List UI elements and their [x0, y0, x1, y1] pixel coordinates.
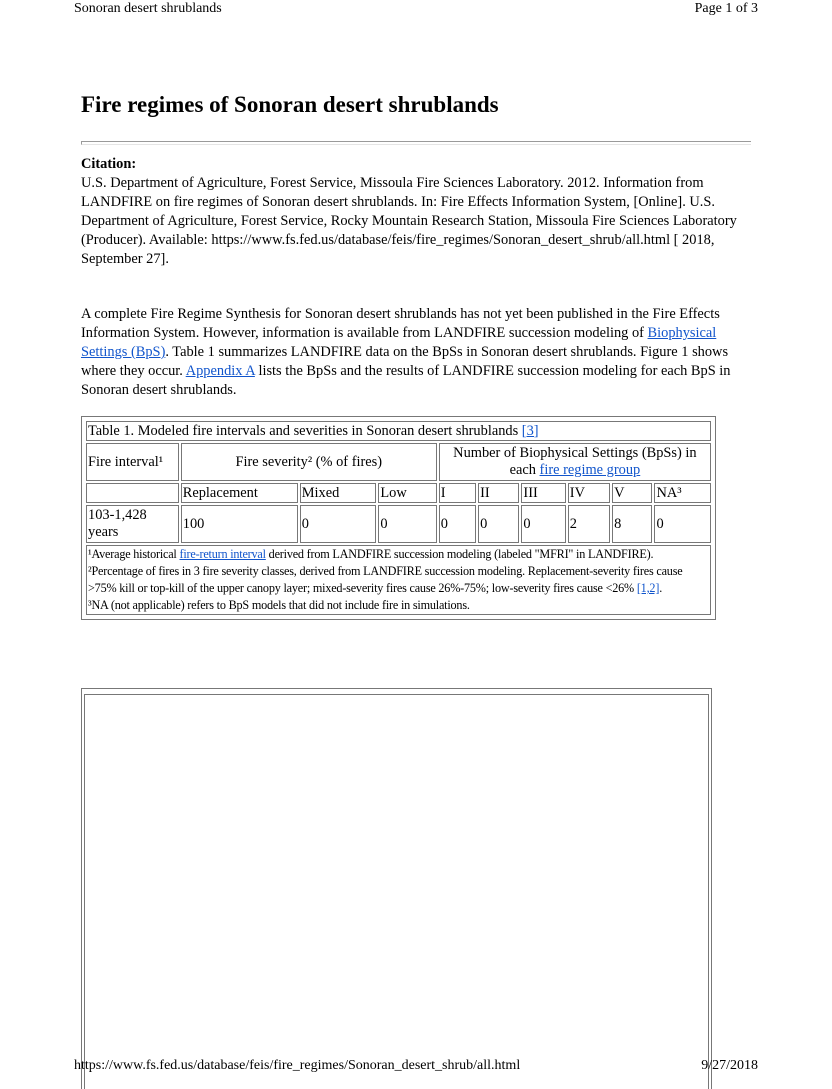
cell-group-iii: 0	[521, 505, 565, 543]
intro-paragraph	[81, 305, 741, 400]
subheader-group-na: NA³	[654, 483, 711, 503]
cell-replacement: 100	[181, 505, 298, 543]
subheader-low: Low	[378, 483, 436, 503]
citation-text: U.S. Department of Agriculture, Forest Service, Missoula Fire Sciences Laboratory. 2012. Information from LANDFIRE on fire regimes of Sonoran desert shrublands. In: Fire Effects Information System, [Online]. U.S. Department of Agriculture, Forest Service, Rocky Mountain Research Station, Missoula Fire Sciences Laboratory (Producer). Available: https://www.fs.fed.us/database/feis/fire_regimes/Sonoran_desert_shrub/all.html [ 2018, September 27].	[81, 175, 737, 267]
citation-label: Citation:	[81, 156, 137, 172]
footer-url: https://www.fs.fed.us/database/feis/fire_regimes/Sonoran_desert_shrub/all.html	[74, 1058, 521, 1073]
header-bps-count: Number of Biophysical Settings (BpSs) in each fire regime group	[439, 443, 711, 481]
header-fire-severity: Fire severity² (% of fires)	[181, 443, 437, 481]
footnote-2: ²Percentage of fires in 3 fire severity classes, derived from LANDFIRE succession modeling. Replacement-severity fires cause >75% kill or top-kill of the upper canopy layer; mixed-severity fires cause 26%-75%; low-severity fires cause <26% [1,2].	[88, 564, 683, 595]
page-footer	[74, 1058, 758, 1074]
header-page-number: Page 1 of 3	[694, 1, 758, 16]
cell-group-v: 8	[612, 505, 652, 543]
citation-block	[81, 155, 741, 269]
footnote-1: ¹Average historical fire-return interval derived from LANDFIRE succession modeling (labeled "MFRI" in LANDFIRE).	[88, 547, 654, 561]
cell-fire-interval: 103-1,428 years	[86, 505, 179, 543]
page-title: Fire regimes of Sonoran desert shrublands	[81, 92, 499, 117]
subheader-replacement: Replacement	[181, 483, 298, 503]
fire-regime-group-link[interactable]: fire regime group	[539, 462, 641, 478]
subheader-group-ii: II	[478, 483, 519, 503]
cell-mixed: 0	[300, 505, 377, 543]
subheader-group-v: V	[612, 483, 652, 503]
cell-low: 0	[378, 505, 436, 543]
subheader-mixed: Mixed	[300, 483, 377, 503]
fire-regime-table-frame	[81, 416, 716, 620]
subheader-empty	[86, 483, 179, 503]
figure-frame	[81, 688, 712, 1089]
footnote-ref-link[interactable]: [1,2]	[636, 581, 660, 595]
intro-text-1: A complete Fire Regime Synthesis for Sonoran desert shrublands has not yet been published in the Fire Effects Information System. However, information is available from LANDFIRE succession modeling of	[81, 306, 720, 341]
cell-group-i: 0	[439, 505, 476, 543]
title-divider	[81, 141, 751, 145]
header-doc-title: Sonoran desert shrublands	[74, 1, 222, 16]
header-fire-interval: Fire interval¹	[86, 443, 179, 481]
fire-return-interval-link[interactable]: fire-return interval	[179, 547, 266, 561]
appendix-a-link[interactable]: Appendix A	[185, 363, 255, 379]
table-caption-ref-link[interactable]: [3]	[521, 422, 539, 439]
cell-group-iv: 2	[568, 505, 610, 543]
footnote-3: ³NA (not applicable) refers to BpS models that did not include fire in simulations.	[88, 598, 470, 612]
page-header	[74, 1, 758, 17]
subheader-group-iv: IV	[568, 483, 610, 503]
intro-text-3: lists the BpSs and the results of LANDFIRE succession modeling for each BpS in Sonoran desert shrublands.	[81, 363, 731, 398]
cell-group-ii: 0	[478, 505, 519, 543]
figure-placeholder	[84, 694, 709, 1089]
bps-link[interactable]: Biophysical Settings (BpS)	[81, 325, 717, 360]
cell-group-na: 0	[654, 505, 711, 543]
fire-regime-table	[84, 419, 713, 617]
table-row	[86, 505, 711, 543]
table-footnotes	[86, 545, 711, 615]
footer-date: 9/27/2018	[701, 1058, 758, 1073]
subheader-group-i: I	[439, 483, 476, 503]
intro-text-2: . Table 1 summarizes LANDFIRE data on the BpSs in Sonoran desert shrublands. Figure 1 shows where they occur.	[81, 344, 729, 379]
subheader-group-iii: III	[521, 483, 565, 503]
table-caption: Table 1. Modeled fire intervals and severities in Sonoran desert shrublands [3]	[86, 421, 711, 441]
